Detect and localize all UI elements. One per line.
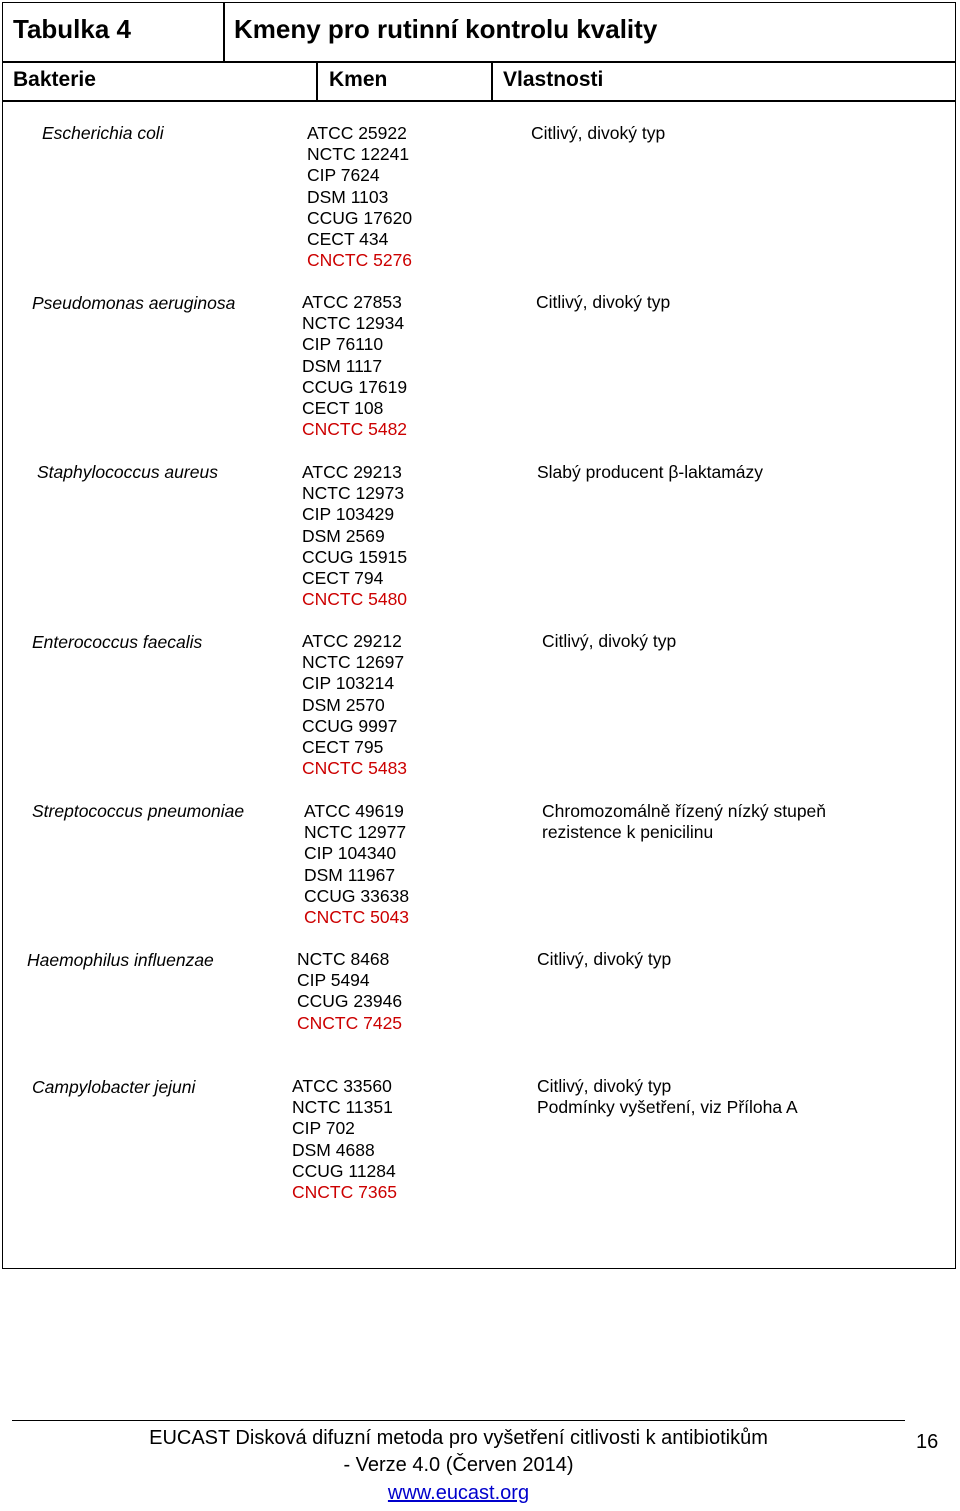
bacterium-name: Enterococcus faecalis: [32, 632, 203, 652]
strain-list: [304, 801, 409, 928]
bacterium-name: Haemophilus influenzae: [27, 950, 214, 970]
cnctc-strain: CNCTC 5483: [302, 758, 408, 779]
property-line: Citlivý, divoký typ: [537, 949, 672, 969]
strain: DSM 1117: [302, 355, 383, 376]
strain: CCUG 9997: [302, 715, 398, 736]
cnctc-strain: CNCTC 5480: [302, 589, 408, 610]
strain: CIP 104340: [304, 843, 397, 864]
property-line: Podmínky vyšetření, viz Příloha A: [537, 1097, 798, 1118]
strain: NCTC 12973: [302, 483, 405, 504]
footer-title: EUCAST Disková difuzní metoda pro vyšetření citlivosti k antibiotikům: [149, 1427, 768, 1449]
strain-list: [292, 1076, 397, 1203]
page-number: 16: [916, 1431, 939, 1453]
strain-list: [302, 462, 407, 610]
properties: [537, 949, 671, 970]
strain: CIP 702: [292, 1118, 355, 1139]
strain: CIP 7624: [307, 165, 380, 186]
property-line: Citlivý, divoký typ: [531, 123, 666, 143]
property-line: rezistence k penicilinu: [542, 822, 714, 843]
properties: [536, 292, 670, 313]
strain: DSM 2570: [302, 694, 385, 715]
strain-list: [297, 949, 402, 1034]
strain: CIP 103214: [302, 673, 395, 694]
strain: CCUG 17620: [307, 207, 413, 228]
strain: DSM 1103: [307, 186, 389, 207]
strain: DSM 2569: [302, 525, 385, 546]
title-divider: [223, 2, 225, 62]
strain-list: [302, 631, 407, 779]
strain: CECT 434: [307, 229, 389, 250]
bacterium-name: Staphylococcus aureus: [37, 462, 218, 482]
strain: ATCC 29212: [302, 631, 402, 651]
header-divider-2: [491, 62, 493, 101]
header-divider-1: [316, 62, 318, 101]
cnctc-strain: CNCTC 5276: [307, 250, 413, 271]
properties: [531, 123, 665, 144]
strain: CECT 794: [302, 568, 384, 589]
strain: NCTC 12934: [302, 313, 405, 334]
cnctc-strain: CNCTC 5043: [304, 907, 410, 928]
bacterium-name: Campylobacter jejuni: [32, 1077, 196, 1097]
properties: [542, 631, 676, 652]
strain: DSM 4688: [292, 1139, 375, 1160]
property-line: Slabý producent β-laktamázy: [537, 462, 764, 482]
cnctc-strain: CNCTC 7425: [297, 1012, 403, 1033]
strain: CCUG 17619: [302, 376, 408, 397]
strain: NCTC 11351: [292, 1097, 393, 1118]
strain: NCTC 12697: [302, 652, 405, 673]
strain: DSM 11967: [304, 864, 396, 885]
strain: ATCC 49619: [304, 801, 404, 821]
strain: NCTC 8468: [297, 949, 390, 969]
strain: CIP 5494: [297, 970, 370, 991]
properties: [542, 801, 826, 843]
header-properties: Vlastnosti: [503, 68, 604, 91]
strain: ATCC 25922: [307, 123, 407, 143]
cnctc-strain: CNCTC 7365: [292, 1182, 398, 1203]
strain: ATCC 33560: [292, 1076, 392, 1096]
eucast-link[interactable]: www.eucast.org: [387, 1482, 530, 1504]
strain: CCUG 33638: [304, 885, 410, 906]
strain-list: [302, 292, 407, 440]
bacterium-name: Streptococcus pneumoniae: [32, 801, 245, 821]
strain: CECT 795: [302, 737, 384, 758]
strain: CCUG 11284: [292, 1160, 396, 1181]
strain-list: [307, 123, 412, 271]
property-line: Chromozomálně řízený nízký stupeň: [542, 801, 827, 821]
properties: [537, 462, 763, 483]
strain: NCTC 12977: [304, 822, 407, 843]
table-title: Kmeny pro rutinní kontrolu kvality: [234, 14, 658, 44]
properties: [537, 1076, 798, 1118]
strain: CIP 76110: [302, 334, 384, 355]
bacterium-name: Escherichia coli: [42, 123, 164, 143]
property-line: Citlivý, divoký typ: [542, 631, 677, 651]
header-strain: Kmen: [329, 68, 388, 91]
strain: NCTC 12241: [307, 144, 410, 165]
bacterium-name: Pseudomonas aeruginosa: [32, 293, 236, 313]
strain: CCUG 15915: [302, 546, 408, 567]
header-row-rule: [2, 100, 956, 102]
strain: CCUG 23946: [297, 991, 403, 1012]
footer-version: - Verze 4.0 (Červen 2014): [343, 1454, 574, 1476]
table-label: Tabulka 4: [13, 14, 132, 44]
header-bacterium: Bakterie: [13, 68, 96, 91]
strain: ATCC 29213: [302, 462, 402, 482]
property-line: Citlivý, divoký typ: [536, 292, 671, 312]
footer-link-wrap: [12, 1482, 905, 1505]
footer-rule: [12, 1420, 905, 1421]
strain: CIP 103429: [302, 504, 395, 525]
strain: CECT 108: [302, 398, 384, 419]
property-line: Citlivý, divoký typ: [537, 1076, 672, 1096]
title-row-rule: [2, 61, 956, 63]
cnctc-strain: CNCTC 5482: [302, 419, 408, 440]
strain: ATCC 27853: [302, 292, 402, 312]
